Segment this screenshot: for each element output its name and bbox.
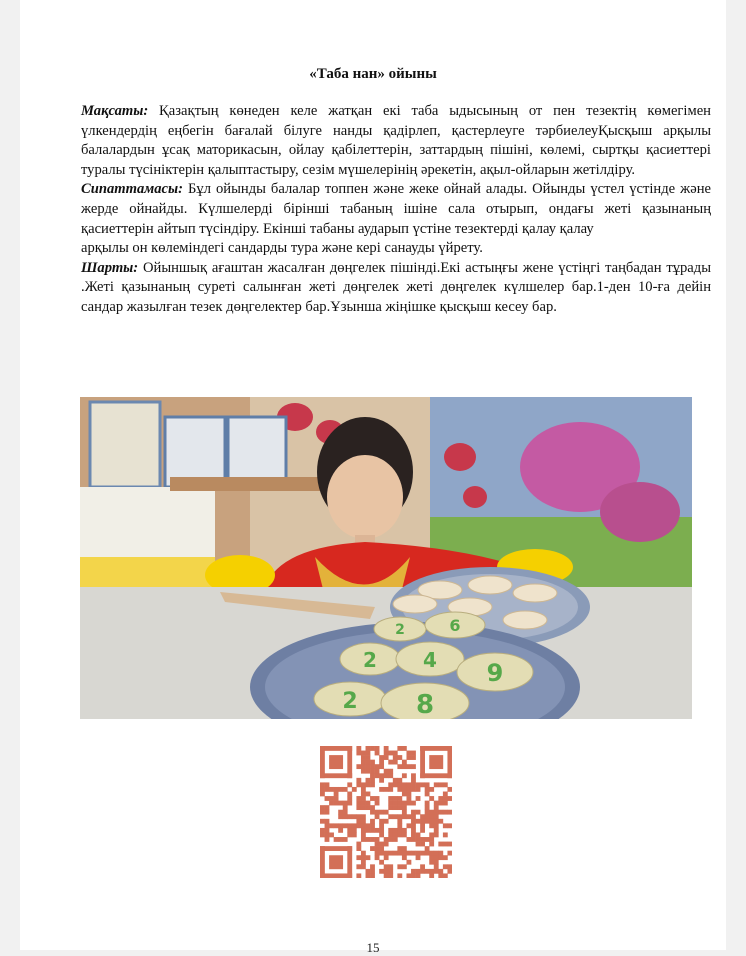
description-text: Бұл ойынды балалар топпен және жеке ойнай алады. Ойынды үстел үстінде және жерде ойнайды. Күлшелерді бірінші табаның ішіне сала отырып, ондағы жеті қазынаның қасиеттерін айтып түсіндіру. Екінші табаны аударып үстіне тезектерді қалау қалау: [81, 181, 711, 237]
qr-code: [320, 746, 452, 878]
number-token: 2: [395, 622, 405, 638]
number-token: 2: [363, 648, 377, 672]
number-token: 8: [415, 690, 435, 719]
description-label: Сипаттамасы:: [81, 181, 184, 198]
number-token: 2: [342, 689, 358, 714]
goal-label: Мақсаты:: [81, 103, 149, 119]
page-number: 15: [366, 940, 380, 955]
page-title: «Таба нан» ойыны: [309, 66, 437, 82]
goal-text: Қазақтың көнеден келе жатқан екі таба ыдысының от пен тезектің көмегімен үлкендердің еңбегін бағалай білуге нанды қадірлеп, қастерлеуге тәрбиелеуҚысқыш арқылы балалардын ұсақ маторикасын, ойлау қабілеттерін, заттардың пішіні, көлемі, сыртқы қасиеттері туралы түсініктерін қалыптастыру, сезім мүшелерінің әрекетін, ақыл-ойларын жетілдіру.: [81, 103, 711, 178]
document-page: [20, 0, 726, 955]
qr-code-graphic: [320, 746, 452, 878]
game-photo: [80, 397, 692, 719]
body-text: [81, 102, 711, 318]
paragraph-rules: [81, 259, 711, 318]
rules-label: Шарты:: [81, 259, 139, 276]
number-token: 4: [423, 648, 437, 672]
counting-text: арқылы он көлеміндегі сандарды тура және кері санауды үйрету.: [81, 240, 483, 257]
number-token: 9: [486, 659, 504, 687]
rules-text: Ойыншық ағаштан жасалған дөңгелек пішінді.Екі астыңғы жене үстіңгі таңбадан тұрады .Жеті қазынаның суреті салынған жеті дөңгелек жеті дөңгелек күлшелер бар.1-ден 10-ға дейін сандар жазылған тезек дөңгелектер бар.Ұзынша жіңішке қысқыш кесеу бар.: [81, 259, 711, 315]
paragraph-counting: [81, 239, 711, 259]
game-photo-illustration: [80, 397, 692, 719]
paragraph-goal: [81, 102, 711, 180]
paragraph-description: [81, 180, 711, 239]
number-token: 6: [449, 616, 461, 635]
